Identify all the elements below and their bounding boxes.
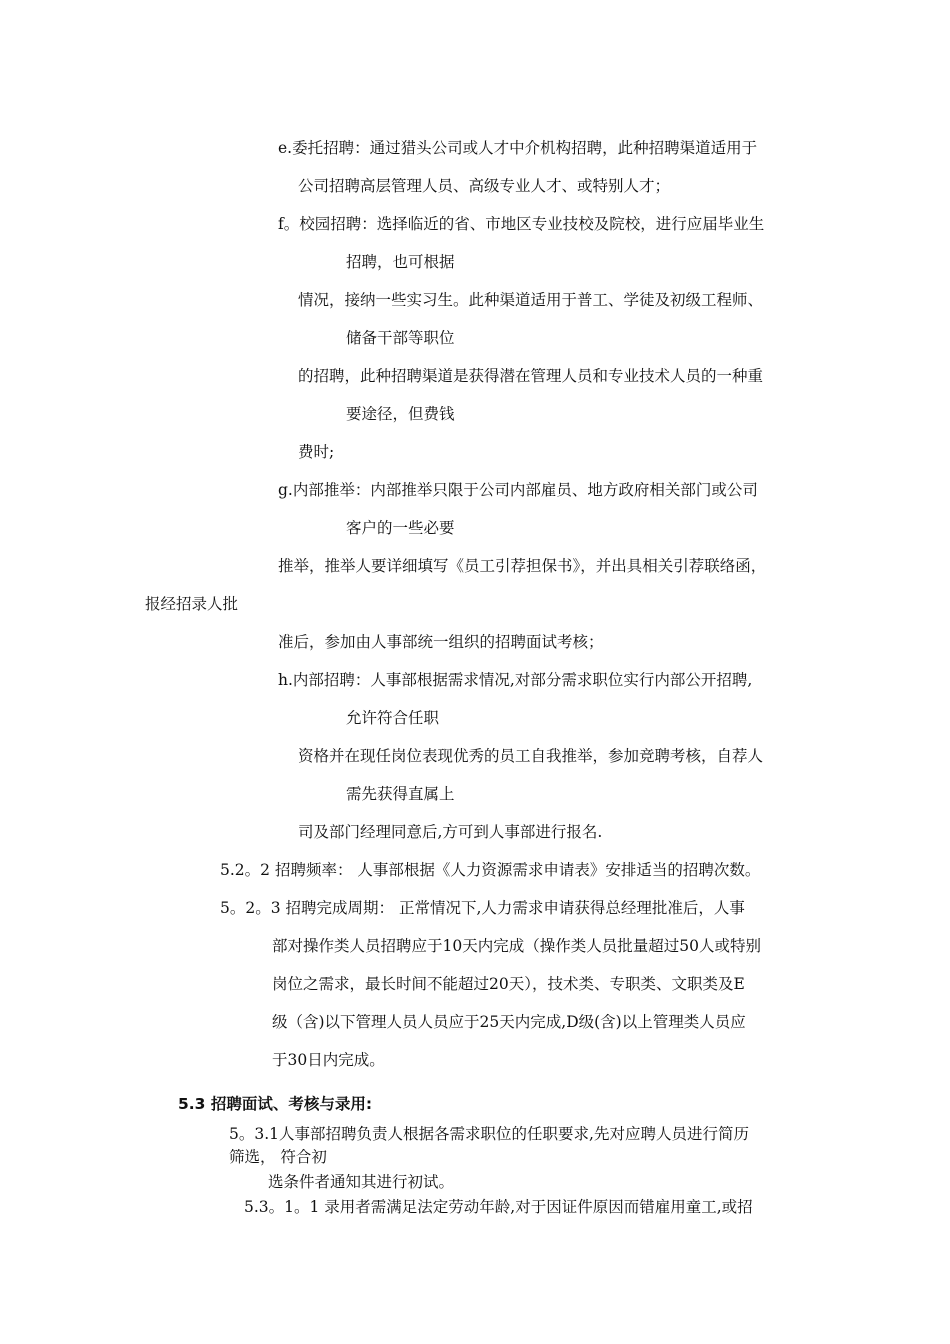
text-line: 的招聘，此种招聘渠道是获得潜在管理人员和专业技术人员的一种重 <box>298 367 764 385</box>
text-line: f。校园招聘：选择临近的省、市地区专业技校及院校，进行应届毕业生 <box>278 215 765 233</box>
text-line: 费时; <box>298 443 335 461</box>
text-line: 选条件者通知其进行初试。 <box>268 1173 455 1191</box>
text-line: 要途径，但费钱 <box>346 405 455 423</box>
text-line: 允许符合任职 <box>346 709 440 727</box>
text-line: 需先获得直属上 <box>346 785 455 803</box>
text-line: 级（含)以下管理人员人员应于25天内完成,D级(含)以上管理类人员应 <box>272 1013 746 1031</box>
text-line: 筛选， 符合初 <box>229 1148 327 1166</box>
text-line: 招聘，也可根据 <box>346 253 455 271</box>
text-line: 报经招录人批 <box>145 595 239 613</box>
text-line: 司及部门经理同意后,方可到人事部进行报名. <box>298 823 603 841</box>
text-line: 客户的一些必要 <box>346 519 455 537</box>
text-line: 部对操作类人员招聘应于10天内完成（操作类人员批量超过50人或特别 <box>272 937 761 955</box>
text-line: 5。3.1人事部招聘负责人根据各需求职位的任职要求,先对应聘人员进行简历 <box>229 1125 749 1143</box>
text-line: 准后，参加由人事部统一组织的招聘面试考核； <box>278 633 604 651</box>
text-line: 资格并在现任岗位表现优秀的员工自我推举，参加竞聘考核，自荐人 <box>298 747 764 765</box>
text-line: 5.2。2 招聘频率： 人事部根据《人力资源需求申请表》安排适当的招聘次数。 <box>220 861 761 879</box>
text-line: 5。2。3 招聘完成周期： 正常情况下,人力需求申请获得总经理批准后，人事 <box>220 899 745 917</box>
text-line: h.内部招聘：人事部根据需求情况,对部分需求职位实行内部公开招聘, <box>278 671 753 689</box>
text-line: g.内部推举：内部推举只限于公司内部雇员、地方政府相关部门或公司 <box>278 481 758 499</box>
text-line: 于30日内完成。 <box>272 1051 385 1069</box>
text-line: 5.3。1。1 录用者需满足法定劳动年龄,对于因证件原因而错雇用童工,或招 <box>244 1198 753 1216</box>
text-line: 推举，推举人要详细填写《员工引荐担保书》，并出具相关引荐联络函， <box>278 557 767 575</box>
text-line: 公司招聘高层管理人员、高级专业人才、或特别人才； <box>298 177 671 195</box>
text-line: e.委托招聘：通过猎头公司或人才中介机构招聘，此种招聘渠道适用于 <box>278 139 758 157</box>
text-line: 岗位之需求，最长时间不能超过20天），技术类、专职类、文职类及E <box>272 975 745 993</box>
section-heading: 5.3 招聘面试、考核与录用: <box>178 1095 373 1113</box>
text-line: 情况，接纳一些实习生。此种渠道适用于普工、学徒及初级工程师、 <box>298 291 764 309</box>
text-line: 储备干部等职位 <box>346 329 455 347</box>
